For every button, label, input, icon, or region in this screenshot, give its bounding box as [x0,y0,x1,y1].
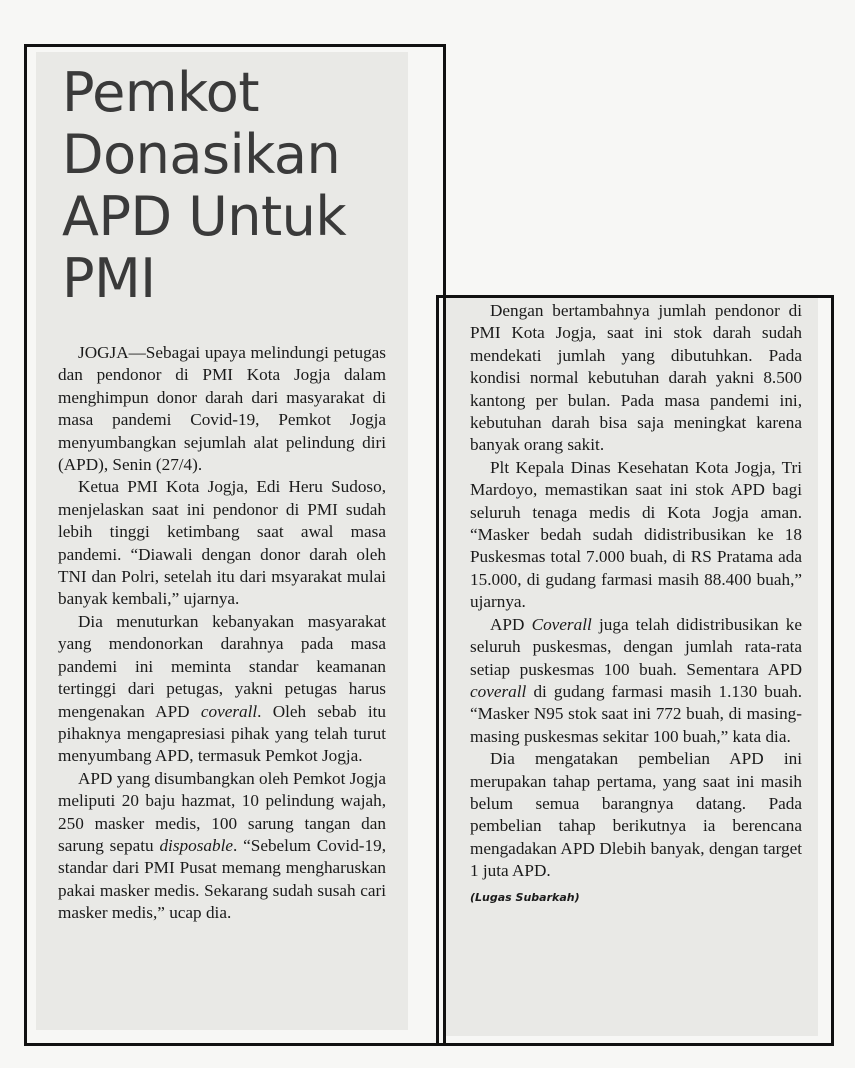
left-column [58,342,386,925]
paragraph-5: Dengan bertambahnya jumlah pendonor di PMI Kota Jogja, saat ini stok darah sudah mendekati jumlah yang dibutuhkan. Pada kondisi normal kebutuhan darah yakni 8.500 kantong per bulan. Pada masa pandemi ini, kebutuhan darah bisa saja meningkat karena banyak orang sakit. [470,301,802,455]
paragraph-7: APD Coverall juga telah didistribusikan ke seluruh puskesmas, dengan jumlah rata-rata setiap puskesmas 100 buah. Sementara APD coverall di gudang farmasi masih 1.130 buah. “Masker N95 stok saat ini 772 buah, di masing-masing puskesmas sekitar 100 buah,” kata dia. [470,614,802,746]
paragraph-3: Dia menuturkan kebanyakan masyarakat yang mendonorkan darahnya pada masa pandemi ini meminta standar keamanan tertinggi dari petugas, yakni petugas harus mengenakan APD coverall. Oleh sebab itu pihaknya mengapresiasi pihak yang telah turut menyumbang APD, termasuk Pemkot Jogja. [58,611,386,766]
paragraph-1: JOGJA—Sebagai upaya melindungi petugas dan pendonor di PMI Kota Jogja dalam menghimpun donor darah dari masyarakat di masa pandemi Covid-19, Pemkot Jogja menyumbangkan sejumlah alat pelindung diri (APD), Senin (27/4). [58,343,386,475]
right-column [470,300,802,909]
paragraph-2: Ketua PMI Kota Jogja, Edi Heru Sudoso, menjelaskan saat ini pendonor di PMI sudah lebih tinggi ketimbang saat awal masa pandemi. “Diawali dengan donor darah oleh TNI dan Polri, setelah itu dari msyarakat mulai banyak kembali,” ujarnya. [58,477,386,609]
paragraph-4: APD yang disumbangkan oleh Pemkot Jogja meliputi 20 baju hazmat, 10 pelindung wajah, 250 masker medis, 100 sarung tangan dan sarung sepatu disposable. “Sebelum Covid-19, standar dari PMI Pusat memang mengharuskan pakai masker medis. Sekarang sudah susah cari masker medis,” ucap dia. [58,768,386,923]
paragraph-8: Dia mengatakan pembelian APD ini merupakan tahap pertama, yang saat ini masih belum semua barangnya datang. Pada pembelian tahap berikutnya ia berencana mengadakan APD Dlebih banyak, dengan target 1 juta APD. [470,749,802,881]
paragraph-6: Plt Kepala Dinas Kesehatan Kota Jogja, Tri Mardoyo, memastikan saat ini stok APD bagi seluruh tenaga medis di Kota Jogja aman. “Masker bedah sudah didistribusikan ke 18 Puskesmas total 7.000 buah, di RS Pratama ada 15.000, di gudang farmasi masih 88.400 buah,” ujarnya. [470,457,802,612]
headline: Pemkot Donasikan APD Untuk PMI [62,61,347,310]
byline: (Lugas Subarkah) [470,890,580,904]
